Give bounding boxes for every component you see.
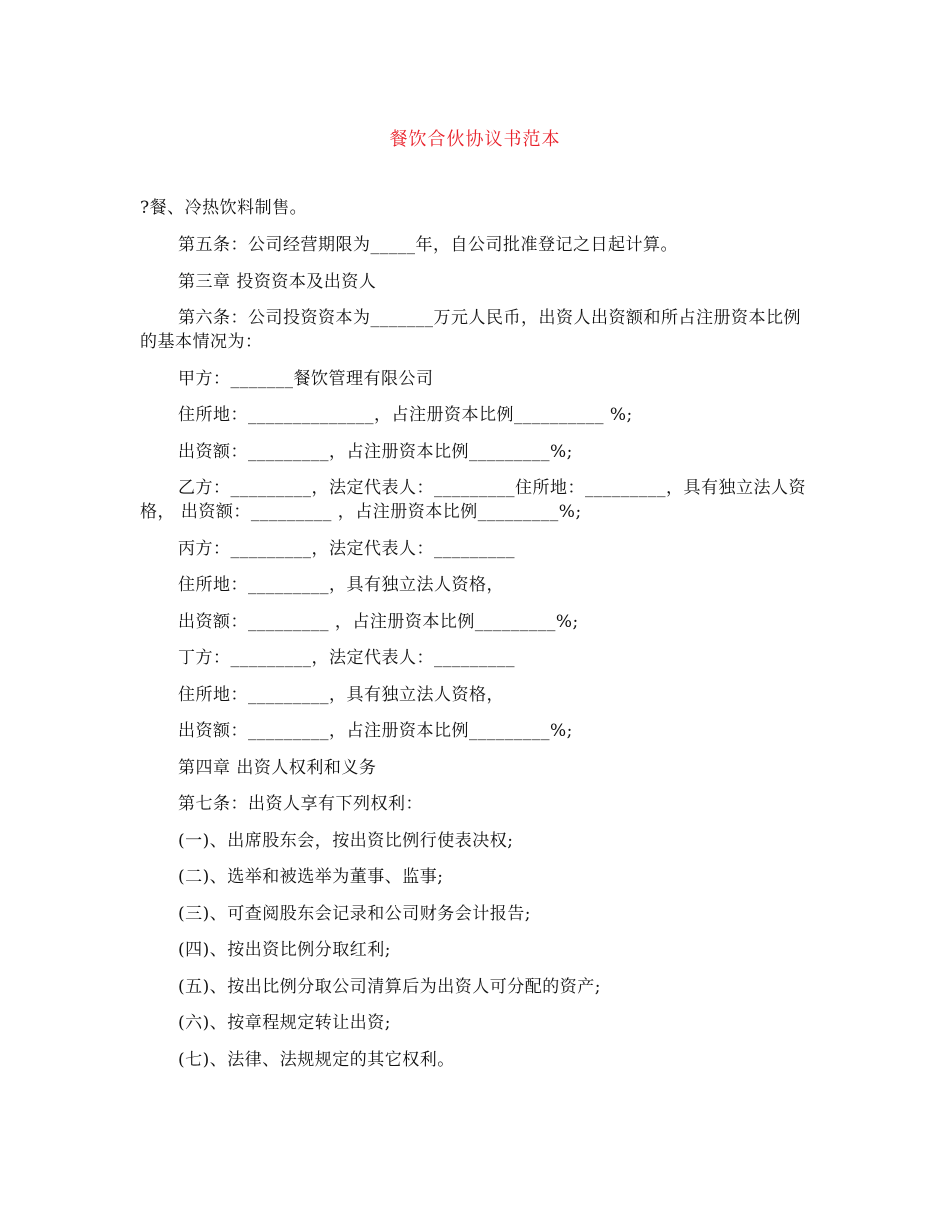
paragraph: 出资额：_________，占注册资本比例_________%; (178, 441, 573, 462)
list-item: (一)、出席股东会，按出资比例行使表决权; (178, 830, 514, 851)
list-item: (五)、按出比例分取公司清算后为出资人可分配的资产; (178, 976, 601, 997)
list-item: (六)、按章程规定转让出资; (178, 1013, 391, 1033)
list-item: (二)、选举和被选举为董事、监事; (178, 867, 444, 887)
document-body (140, 196, 810, 1084)
paragraph: 第五条：公司经营期限为_____年，自公司批准登记之日起计算。 (178, 235, 678, 255)
paragraph: 出资额：_________ ，占注册资本比例_________%; (178, 611, 579, 632)
list-item: (三)、可查阅股东会记录和公司财务会计报告; (178, 903, 531, 924)
chapter-heading: 第四章 出资人权利和义务 (178, 757, 377, 778)
paragraph: 第六条：公司投资资本为_______万元人民币，出资人出资额和所占注册资本比例的基本情况为： (140, 308, 801, 352)
document-title: 餐饮合伙协议书范本 (389, 129, 561, 150)
paragraph: 住所地：______________，占注册资本比例__________ %; (178, 405, 633, 425)
paragraph: 丙方：_________，法定代表人：_________ (178, 538, 515, 559)
list-item: (七)、法律、法规规定的其它权利。 (178, 1049, 455, 1070)
paragraph: 甲方：_______餐饮管理有限公司 (178, 368, 434, 389)
paragraph: 出资额：_________，占注册资本比例_________%; (178, 721, 573, 741)
paragraph: 住所地：_________，具有独立法人资格， (178, 684, 504, 705)
paragraph: 住所地：_________，具有独立法人资格， (178, 575, 504, 595)
paragraph: 丁方：_________，法定代表人：_________ (178, 648, 515, 668)
paragraph: ?餐、冷热饮料制售。 (140, 198, 308, 218)
paragraph: 乙方：_________，法定代表人：_________住所地：_________，具有独立法人资格， 出资额：_________ ，占注册资本比例_________%; (140, 478, 806, 522)
chapter-heading: 第三章 投资资本及出资人 (178, 271, 377, 292)
paragraph: 第七条：出资人享有下列权利： (178, 794, 423, 814)
list-item: (四)、按出资比例分取红利; (178, 940, 391, 960)
